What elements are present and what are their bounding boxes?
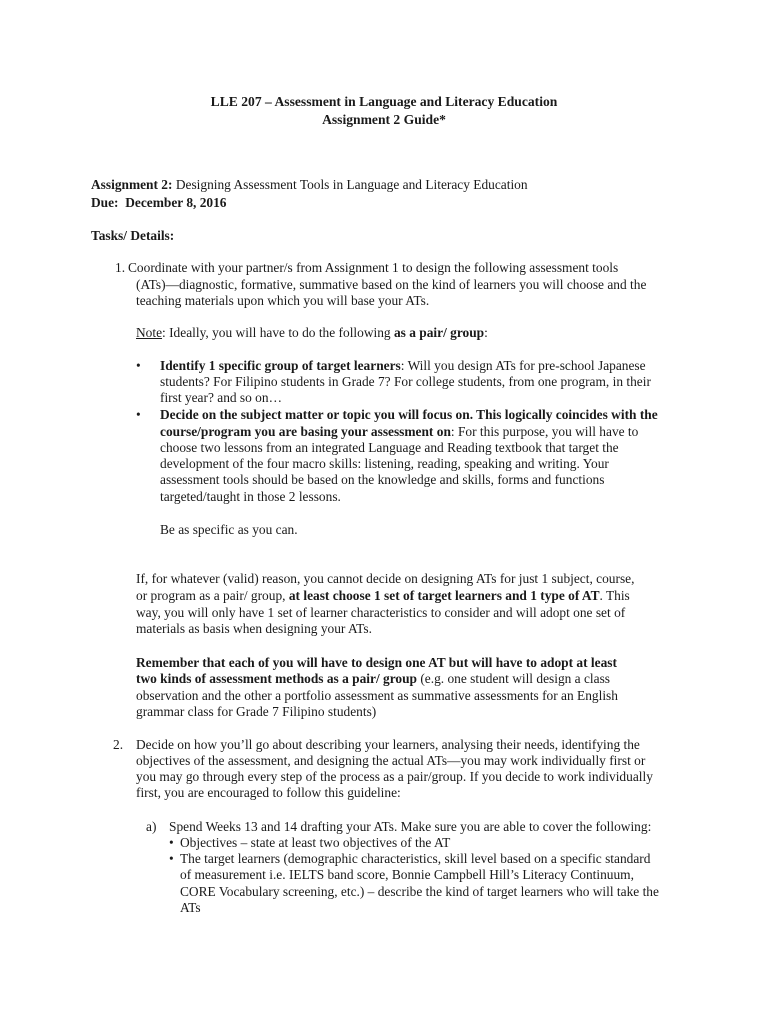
item2-line4: ATs bbox=[180, 900, 201, 915]
task2-line2: objectives of the assessment, and designing the actual ATs—you may work individually first or bbox=[136, 753, 646, 768]
para1-line4: materials as basis when designing your ATs. bbox=[136, 621, 372, 636]
bullet-icon: • bbox=[169, 851, 174, 866]
assignment-label: Assignment 2: bbox=[91, 177, 173, 192]
specific-note: Be as specific as you can. bbox=[160, 522, 298, 537]
task2-line3: you may go through every step of the process as a pair/group. If you decide to work individually bbox=[136, 769, 653, 784]
task1-note bbox=[136, 325, 488, 341]
sub-a-label: a) bbox=[146, 819, 157, 834]
bullet2-line6: targeted/taught in those 2 lessons. bbox=[160, 489, 341, 504]
para1-line1: If, for whatever (valid) reason, you cannot decide on designing ATs for just 1 subject, course, bbox=[136, 571, 635, 586]
para1-line2a: or program as a pair/ group, bbox=[136, 588, 289, 603]
para1-line2 bbox=[136, 588, 630, 604]
bullet1-line1 bbox=[160, 358, 646, 374]
bullet1-rest: : Will you design ATs for pre-school Japanese bbox=[400, 358, 646, 373]
tasks-heading: Tasks/ Details: bbox=[91, 228, 175, 243]
due-line bbox=[91, 195, 227, 211]
bullet2-line1: Decide on the subject matter or topic you will focus on. This logically coincides with the bbox=[160, 407, 658, 422]
bullet2-rest: : For this purpose, you will have to bbox=[450, 424, 639, 439]
guide-title: Assignment 2 Guide* bbox=[322, 112, 446, 127]
bullet1-bold: Identify 1 specific group of target learners bbox=[160, 358, 401, 373]
bullet2-bold: course/program you are basing your assessment on bbox=[160, 424, 451, 439]
task2-number: 2. bbox=[113, 737, 124, 752]
note-bold: as a pair/ group bbox=[393, 325, 485, 340]
due-label: Due: bbox=[91, 195, 119, 210]
sub-a-text: Spend Weeks 13 and 14 drafting your ATs. Make sure you are able to cover the following: bbox=[169, 819, 652, 834]
para2-line2 bbox=[136, 671, 610, 687]
item2-line3: CORE Vocabulary screening, etc.) – describe the kind of target learners who will take the bbox=[180, 884, 659, 899]
note-text: : Ideally, you will have to do the following bbox=[162, 325, 394, 340]
para2-line1: Remember that each of you will have to design one AT but will have to adopt at least bbox=[136, 655, 617, 670]
due-date: December 8, 2016 bbox=[125, 195, 227, 210]
para1-line3: way, you will only have 1 set of learner characteristics to consider and will adopt one set of bbox=[136, 605, 626, 620]
task1-line1: Coordinate with your partner/s from Assignment 1 to design the following assessment tools bbox=[128, 260, 619, 275]
note-label: Note bbox=[136, 325, 163, 340]
item2-line1: The target learners (demographic characteristics, skill level based on a specific standard bbox=[180, 851, 651, 866]
para2-line3: observation and the other a portfolio assessment as summative assessments for an English bbox=[136, 688, 618, 703]
bullet2-line4: development of the four macro skills: listening, reading, speaking and writing. Your bbox=[160, 456, 609, 471]
bullet-icon: • bbox=[136, 358, 141, 373]
para2-bold: two kinds of assessment methods as a pair/ group bbox=[136, 671, 417, 686]
task2-line1: Decide on how you’ll go about describing your learners, analysing their needs, identifying the bbox=[136, 737, 640, 752]
bullet2-line2 bbox=[160, 424, 638, 440]
task1-line3: teaching materials upon which you will base your ATs. bbox=[136, 293, 430, 308]
course-title: LLE 207 – Assessment in Language and Literacy Education bbox=[210, 94, 558, 109]
bullet-icon: • bbox=[136, 407, 141, 422]
para2-rest: (e.g. one student will design a class bbox=[417, 671, 611, 686]
para2-line4: grammar class for Grade 7 Filipino students) bbox=[136, 704, 377, 719]
para1-bold: at least choose 1 set of target learners and 1 type of AT bbox=[288, 588, 600, 603]
note-end: : bbox=[484, 325, 488, 340]
bullet1-line2: students? For Filipino students in Grade 7? For college students, from one program, in their bbox=[160, 374, 651, 389]
bullet2-line3: choose two lessons from an integrated Language and Reading textbook that target the bbox=[160, 440, 619, 455]
task1-line2: (ATs)—diagnostic, formative, summative based on the kind of learners you will choose and the bbox=[136, 277, 647, 292]
bullet-icon: • bbox=[169, 835, 174, 850]
bullet1-line3: first year? and so on… bbox=[160, 390, 282, 405]
assignment-line bbox=[91, 177, 528, 193]
item1: Objectives – state at least two objectives of the AT bbox=[180, 835, 451, 850]
bullet2-line5: assessment tools should be based on the knowledge and skills, forms and functions bbox=[160, 472, 605, 487]
para1-line2c: . This bbox=[599, 588, 630, 603]
task1-number: 1. bbox=[115, 260, 126, 275]
item2-line2: of measurement i.e. IELTS band score, Bonnie Campbell Hill’s Literacy Continuum, bbox=[180, 867, 634, 882]
task2-line4: first, you are encouraged to follow this guideline: bbox=[136, 785, 401, 800]
assignment-name: Designing Assessment Tools in Language and Literacy Education bbox=[175, 177, 528, 192]
